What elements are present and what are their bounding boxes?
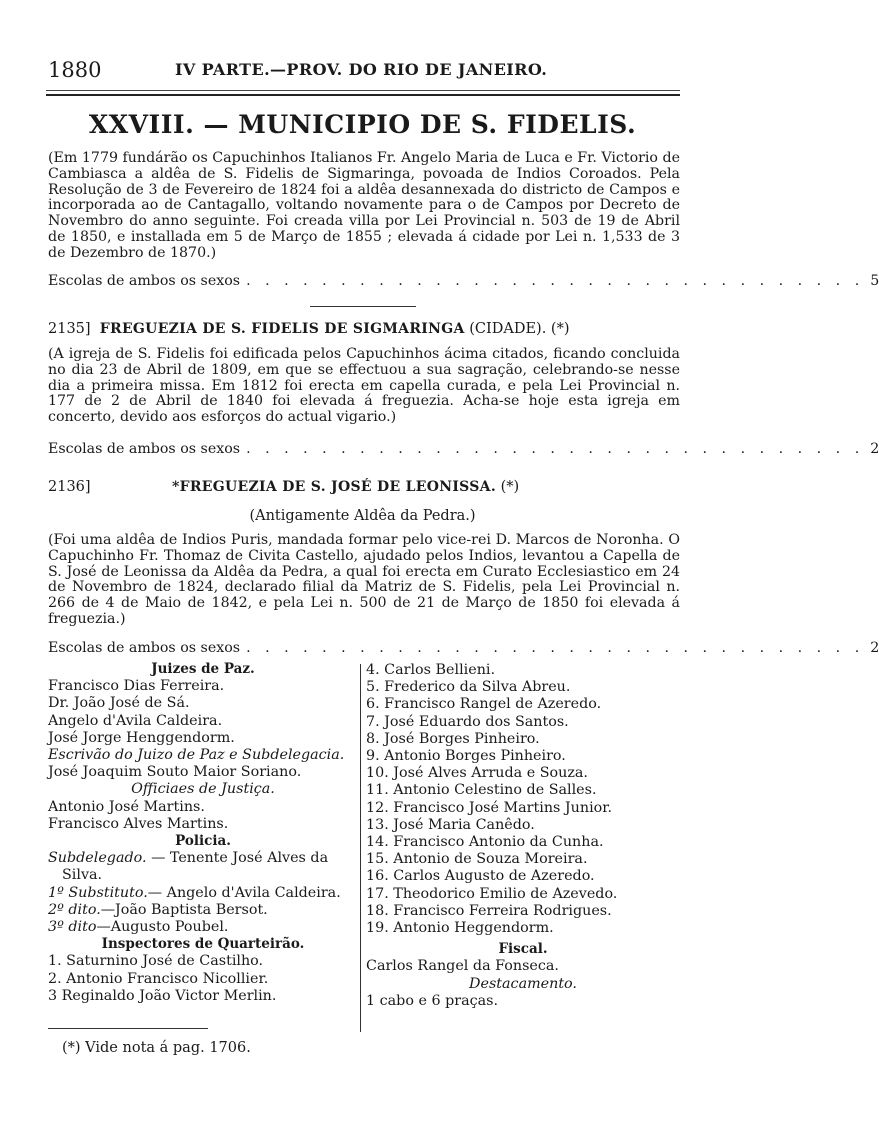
escolas-label: Escolas de ambos os sexos (48, 441, 241, 457)
inspector-entry: 13. José Maria Canêdo. (366, 816, 535, 833)
destacamento-value: 1 cabo e 6 praças. (366, 992, 499, 1009)
official-entry: Antonio José Martins. (48, 798, 205, 815)
escrivao-name: José Joaquim Souto Maior Soriano. (48, 764, 302, 781)
supplente-3 (48, 919, 358, 936)
juiz-entry: José Jorge Henggendorm. (48, 729, 235, 746)
supplente-label: 3º dito (48, 919, 97, 936)
policia-heading: Policia. (175, 833, 231, 850)
municipio-intro: (Em 1779 fundárão os Capuchinhos Italianos Fr. Angelo Maria de Luca e Fr. Victorio de Cambiasca a aldêa de S. Fidelis de Sigmaringa, povoada de Indios Coroados. Pela Resolução de 3 de Fevereiro de 1824 foi a aldêa desannexada do districto de Campos e incorporada ao de Cantagallo, voltando novamente para o de Campos por Decreto de Novembro do anno seguinte. Foi creada villa por Lei Provincial n. 503 de 19 de Abril de 1850, e installada em 5 de Março de 1855 ; elevada á cidade por Lei n. 1,533 de 3 de Dezembro de 1870.) (48, 150, 680, 261)
inspector-entry: 11. Antonio Celestino de Salles. (366, 782, 597, 799)
column-divider (360, 664, 361, 1032)
escolas-count: 5 (870, 273, 879, 289)
municipio-escolas-row (48, 273, 879, 289)
freguezia-number: 2135] (48, 321, 91, 337)
official-entry: Francisco Alves Martins. (48, 815, 229, 832)
supplente-name: —João Baptista Bersot. (100, 901, 268, 918)
right-column (366, 662, 680, 1010)
freguezia-2136-text: (Foi uma aldêa de Indios Puris, mandada formar pelo vice-rei D. Marcos de Noronha. O Capuchinho Fr. Thomaz de Civita Castello, ajudado pelos Indios, levantou a Capella de S. José de Leonissa da Aldêa da Pedra, a qual foi erecta em Curato Ecclesiastico em 24 de Novembro de 1824, declarado filial da Matriz de S. Fidelis, pela Lei Provincial n. 266 de 4 de Maio de 1842, e pela Lei n. 500 de 21 de Março de 1850 foi elevada á freguezia.) (48, 532, 680, 627)
fiscal-heading: Fiscal. (498, 941, 548, 958)
freguezia-2136-heading (172, 479, 519, 495)
juiz-entry: Dr. João José de Sá. (48, 695, 190, 712)
escolas-label: Escolas de ambos os sexos (48, 640, 241, 656)
subdelegado-cont: Silva. (62, 867, 103, 884)
inspector-entry: 18. Francisco Ferreira Rodrigues. (366, 902, 612, 919)
inspector-entry: 16. Carlos Augusto de Azeredo. (366, 868, 595, 885)
supplente-name: — Angelo d'Avila Caldeira. (147, 884, 341, 901)
inspector-entry: 6. Francisco Rangel de Azeredo. (366, 696, 602, 713)
running-title: IV PARTE.—PROV. DO RIO DE JANEIRO. (175, 60, 548, 79)
freguezia-2135-escolas-row (48, 441, 879, 457)
inspector-entry: 2. Antonio Francisco Nicollier. (48, 970, 269, 987)
inspector-entry: 9. Antonio Borges Pinheiro. (366, 748, 566, 765)
footnote: (*) Vide nota á pag. 1706. (62, 1040, 251, 1056)
supplente-name: —Augusto Poubel. (96, 919, 229, 936)
freguezia-name: *FREGUEZIA DE S. JOSÉ DE LEONISSA. (172, 479, 497, 495)
freguezia-2136-escolas-row (48, 640, 879, 656)
supplente-1 (48, 885, 358, 902)
leader-dots: . . . . . . . . . . . . . . . . . . . . . . . . . . . . . . . . . (246, 273, 865, 289)
freguezia-2136-number: 2136] (48, 479, 91, 495)
officiaes-heading: Officiaes de Justiça. (131, 781, 275, 798)
inspector-entry: 12. Francisco José Martins Junior. (366, 799, 613, 816)
escolas-count: 2 (870, 441, 879, 457)
inspector-entry: 15. Antonio de Souza Moreira. (366, 851, 588, 868)
inspector-entry: 4. Carlos Bellieni. (366, 662, 496, 678)
escolas-count: 2 (870, 640, 879, 656)
freguezia-2136-subtitle: (Antigamente Aldêa da Pedra.) (249, 508, 476, 524)
escolas-label: Escolas de ambos os sexos (48, 273, 241, 289)
supplente-label: 2º dito. (48, 901, 101, 918)
fiscal-name: Carlos Rangel da Fonseca. (366, 958, 559, 975)
inspector-entry: 7. José Eduardo dos Santos. (366, 713, 569, 730)
supplente-label: 1º Substituto. (48, 884, 148, 901)
freguezia-2135-text: (A igreja de S. Fidelis foi edificada pelos Capuchinhos ácima citados, ficando concluida no dia 23 de Abril de 1809, em que se effectuou a sua sagração, celebrando-se nesse dia a primeira missa. Em 1812 foi erecta em capella curada, e pela Lei Provincial n. 177 de 2 de Abril de 1840 foi elevada á freguezia. Acha-se hoje esta igreja em concerto, devido aos esforços do actual vigario.) (48, 346, 680, 426)
inspector-entry: 14. Francisco Antonio da Cunha. (366, 834, 604, 851)
inspector-entry: 19. Antonio Heggendorm. (366, 920, 554, 937)
footnote-rule (48, 1028, 208, 1029)
page-number: 1880 (48, 58, 102, 82)
subdelegado-line (48, 850, 358, 867)
escrivao-label: Escrivão do Juizo de Paz e Subdelegacia. (48, 747, 345, 764)
supplente-2 (48, 902, 358, 919)
inspector-entry: 8. José Borges Pinheiro. (366, 730, 540, 747)
inspectores-heading: Inspectores de Quarteirão. (101, 936, 305, 953)
freguezia-suffix: (CIDADE). (*) (469, 321, 570, 337)
municipio-title: XXVIII. — MUNICIPIO DE S. FIDELIS. (88, 110, 637, 139)
inspector-entry: 5. Frederico da Silva Abreu. (366, 679, 571, 696)
section-divider (310, 306, 416, 307)
header-rule-thin (46, 90, 680, 91)
inspector-entry: 17. Theodorico Emilio de Azevedo. (366, 885, 618, 902)
inspector-entry: 10. José Alves Arruda e Souza. (366, 765, 588, 782)
freguezia-name: FREGUEZIA DE S. FIDELIS DE SIGMARINGA (99, 321, 465, 337)
leader-dots: . . . . . . . . . . . . . . . . . . . . . . . . . . . . . . . . . (246, 441, 865, 457)
inspector-entry: 1. Saturnino José de Castilho. (48, 953, 264, 970)
leader-dots: . . . . . . . . . . . . . . . . . . . . . . . . . . . . . . . . . (246, 640, 865, 656)
subdelegado-label: Subdelegado. (48, 850, 147, 867)
subdelegado-name: — Tenente José Alves da (151, 850, 329, 867)
destacamento-heading: Destacamento. (469, 975, 577, 992)
juiz-entry: Francisco Dias Ferreira. (48, 678, 225, 695)
inspector-entry: 3 Reginaldo João Victor Merlin. (48, 987, 277, 1004)
freguezia-2135-heading (48, 321, 570, 337)
juizes-heading: Juizes de Paz. (151, 661, 255, 677)
freguezia-suffix: (*) (500, 479, 520, 495)
left-column (48, 661, 358, 1005)
header-rule-thick (46, 94, 680, 96)
juiz-entry: Angelo d'Avila Caldeira. (48, 712, 223, 729)
